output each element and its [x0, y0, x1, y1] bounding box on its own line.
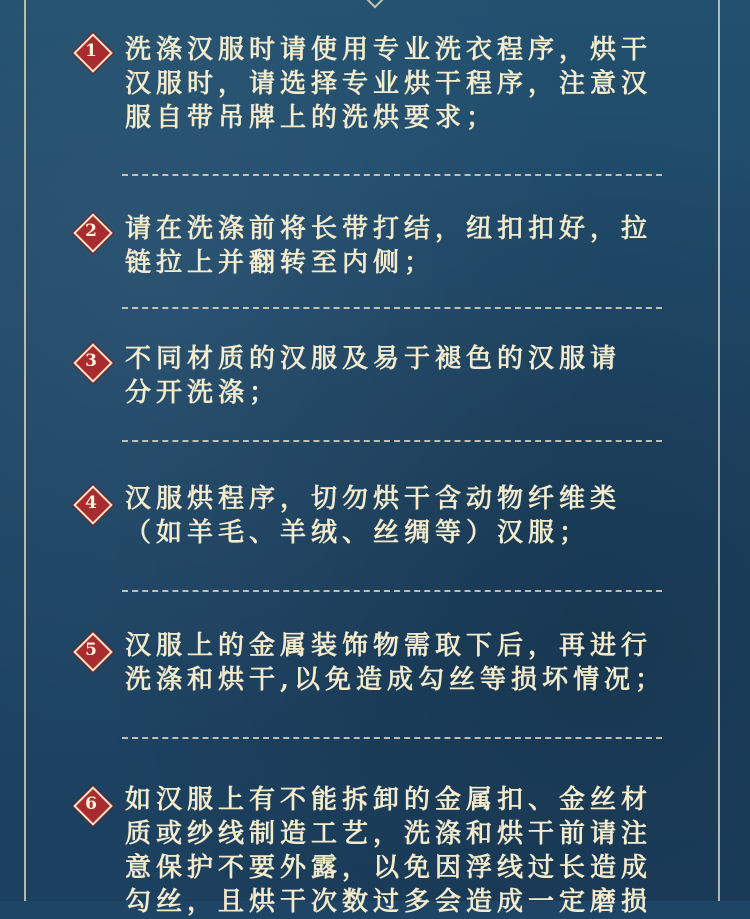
- frame-border-left: [24, 0, 26, 901]
- dashed-divider: [122, 174, 662, 176]
- number-badge-icon: [74, 34, 108, 68]
- badge-number: 3: [85, 351, 97, 371]
- instruction-text: 不同材质的汉服及易于褪色的汉服请 分开洗涤；: [125, 344, 622, 408]
- top-diamond-ornament-icon: [367, 0, 384, 8]
- badge-number: 2: [85, 221, 97, 241]
- dashed-divider: [122, 737, 662, 739]
- badge-number: 1: [85, 41, 97, 61]
- instruction-text: 请在洗涤前将长带打结，纽扣扣好，拉 链拉上并翻转至内侧；: [125, 214, 653, 278]
- instruction-text: 如汉服上有不能拆卸的金属扣、金丝材 质或纱线制造工艺，洗涤和烘干前请注 意保护不要外露，以免因浮线过长造成 勾丝，且烘干次数过多会造成一定磨损: [125, 785, 653, 917]
- number-badge-icon: [74, 787, 108, 821]
- number-badge-icon: [74, 633, 108, 667]
- dashed-divider: [122, 307, 662, 309]
- dashed-divider: [122, 590, 662, 592]
- instruction-text: 汉服上的金属装饰物需取下后，再进行 洗涤和烘干,以免造成勾丝等损坏情况；: [125, 631, 667, 695]
- badge-number: 5: [85, 640, 97, 660]
- badge-number: 6: [85, 794, 97, 814]
- number-badge-icon: [74, 344, 108, 378]
- badge-number: 4: [85, 493, 97, 513]
- instruction-text: 汉服烘程序，切勿烘干含动物纤维类 （如羊毛、羊绒、丝绸等）汉服；: [125, 484, 622, 548]
- number-badge-icon: [74, 214, 108, 248]
- instruction-text: 洗涤汉服时请使用专业洗衣程序，烘干 汉服时，请选择专业烘干程序，注意汉 服自带吊牌上的洗烘要求；: [125, 35, 653, 133]
- frame-border-right: [718, 0, 720, 901]
- dashed-divider: [122, 440, 662, 442]
- number-badge-icon: [74, 486, 108, 520]
